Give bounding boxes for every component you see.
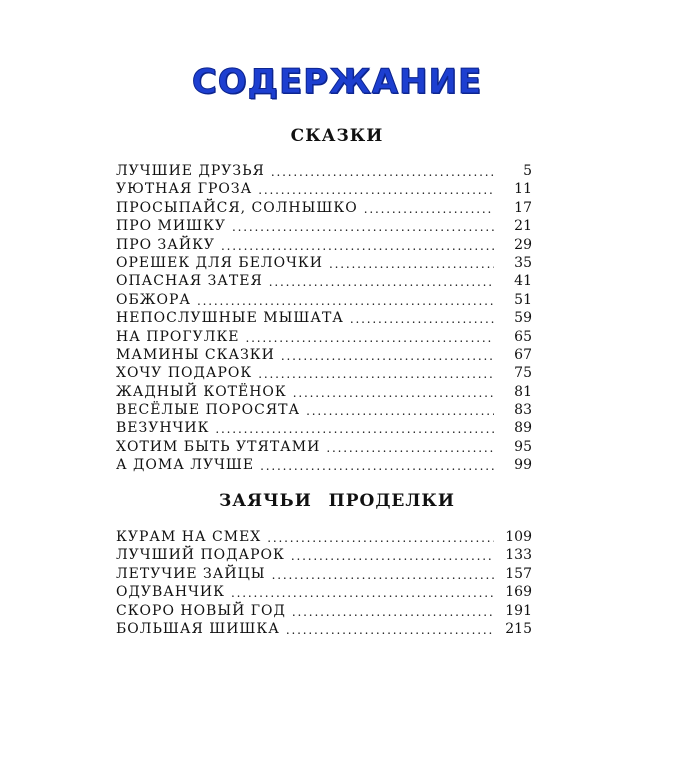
toc-entry-page-number: 41 — [514, 273, 532, 290]
toc-entry-title: ПРО ЗАЙКУ — [116, 236, 216, 253]
toc-entry-title: ЛУЧШИЙ ПОДАРОК — [116, 547, 285, 564]
toc-entry — [116, 255, 532, 273]
dot-leader — [350, 313, 494, 325]
dot-leader — [267, 532, 494, 544]
toc-entry — [116, 420, 532, 438]
toc-entry — [116, 402, 532, 420]
dot-leader — [272, 569, 494, 581]
toc-entry-title: А ДОМА ЛУЧШЕ — [116, 457, 255, 474]
toc-entry-title: УЮТНАЯ ГРОЗА — [116, 181, 253, 198]
toc-entry-title: ПРОСЫПАЙСЯ, СОЛНЫШКО — [116, 199, 358, 216]
dot-leader — [271, 166, 494, 178]
toc-entry-title: ОПАСНАЯ ЗАТЕЯ — [116, 273, 263, 290]
dot-leader — [215, 423, 494, 435]
dot-leader — [269, 276, 494, 288]
section-title-skazki: СКАЗКИ — [290, 126, 384, 146]
toc-entry-title: ВЕЗУНЧИК — [116, 420, 210, 437]
toc-entry-title: ОБЖОРА — [116, 291, 191, 308]
toc-entry — [116, 163, 532, 181]
toc-entry — [116, 584, 532, 602]
toc-entry-title: ХОЧУ ПОДАРОК — [116, 365, 253, 382]
dot-leader — [329, 258, 494, 270]
dot-leader — [364, 203, 494, 215]
toc-entry — [116, 181, 532, 199]
toc-entry — [116, 603, 532, 621]
toc-entry-page-number: 17 — [514, 199, 532, 216]
dot-leader — [246, 332, 495, 344]
dot-leader — [326, 442, 494, 454]
dot-leader — [258, 184, 494, 196]
toc-entry-page-number: 29 — [514, 236, 532, 253]
dot-leader — [197, 295, 494, 307]
toc-entry-title: НЕПОСЛУШНЫЕ МЫШАТА — [116, 310, 344, 327]
dot-leader — [306, 405, 494, 417]
dot-leader — [292, 606, 494, 618]
toc-entry-page-number: 215 — [505, 620, 532, 637]
toc-entry-title: ОРЕШЕК ДЛЯ БЕЛОЧКИ — [116, 254, 323, 271]
toc-entry — [116, 273, 532, 291]
toc-entry — [116, 347, 532, 365]
toc-entry-page-number: 5 — [523, 163, 532, 179]
toc-entry — [116, 529, 532, 547]
toc-entry-title: ОДУВАНЧИК — [116, 584, 225, 601]
toc-entry-page-number: 133 — [505, 547, 532, 564]
toc-entry-page-number: 99 — [514, 457, 532, 474]
toc-entry-title: ХОТИМ БЫТЬ УТЯТАМИ — [116, 438, 321, 455]
toc-entry — [116, 547, 532, 565]
toc-entry-page-number: 89 — [514, 420, 532, 437]
section-title-zayachi-prodelki: ЗАЯЧЬИ ПРОДЕЛКИ — [219, 491, 455, 511]
toc-entry — [116, 292, 532, 310]
toc-entry-page-number: 81 — [514, 383, 532, 400]
dot-leader — [281, 350, 494, 362]
dot-leader — [291, 550, 494, 562]
toc-entry — [116, 621, 532, 639]
toc-entry-title: ЖАДНЫЙ КОТЁНОК — [116, 383, 287, 400]
dot-leader — [293, 387, 494, 399]
toc-entry — [116, 439, 532, 457]
toc-entry-title: ПРО МИШКУ — [116, 218, 227, 235]
toc-entry-page-number: 11 — [514, 181, 532, 198]
dot-leader — [231, 587, 494, 599]
toc-entry-page-number: 83 — [514, 402, 532, 419]
toc-entry — [116, 365, 532, 383]
toc-entry-title: СКОРО НОВЫЙ ГОД — [116, 602, 286, 619]
toc-list-zayachi-prodelki — [116, 529, 532, 639]
toc-entry-page-number: 67 — [514, 346, 532, 363]
toc-entry — [116, 457, 532, 475]
toc-entry — [116, 218, 532, 236]
toc-list-skazki — [116, 163, 532, 476]
dot-leader — [221, 240, 494, 252]
toc-entry-page-number: 21 — [514, 218, 532, 235]
toc-entry-title: БОЛЬШАЯ ШИШКА — [116, 620, 280, 637]
dot-leader — [258, 368, 494, 380]
toc-entry-page-number: 157 — [505, 565, 532, 582]
toc-entry-page-number: 51 — [514, 291, 532, 308]
toc-entry-title: КУРАМ НА СМЕХ — [116, 529, 262, 545]
toc-entry-page-number: 35 — [514, 254, 532, 271]
toc-entry — [116, 384, 532, 402]
toc-entry-page-number: 169 — [505, 584, 532, 601]
toc-entry — [116, 200, 532, 218]
toc-entry — [116, 237, 532, 255]
toc-entry-page-number: 95 — [514, 438, 532, 455]
toc-entry-title: ЛЕТУЧИЕ ЗАЙЦЫ — [116, 565, 266, 582]
toc-entry-title: НА ПРОГУЛКЕ — [116, 328, 240, 345]
page-heading: СОДЕРЖАНИЕ — [191, 62, 483, 102]
toc-entry-title: ЛУЧШИЕ ДРУЗЬЯ — [116, 163, 265, 179]
toc-entry — [116, 566, 532, 584]
toc-entry — [116, 310, 532, 328]
toc-entry — [116, 329, 532, 347]
toc-entry-title: ВЕСЁЛЫЕ ПОРОСЯТА — [116, 402, 301, 419]
toc-entry-page-number: 109 — [505, 529, 532, 545]
toc-entry-page-number: 65 — [514, 328, 532, 345]
dot-leader — [286, 624, 494, 636]
toc-entry-title: МАМИНЫ СКАЗКИ — [116, 346, 275, 363]
toc-entry-page-number: 75 — [514, 365, 532, 382]
dot-leader — [232, 221, 494, 233]
dot-leader — [260, 460, 494, 472]
toc-entry-page-number: 191 — [505, 602, 532, 619]
toc-entry-page-number: 59 — [514, 310, 532, 327]
